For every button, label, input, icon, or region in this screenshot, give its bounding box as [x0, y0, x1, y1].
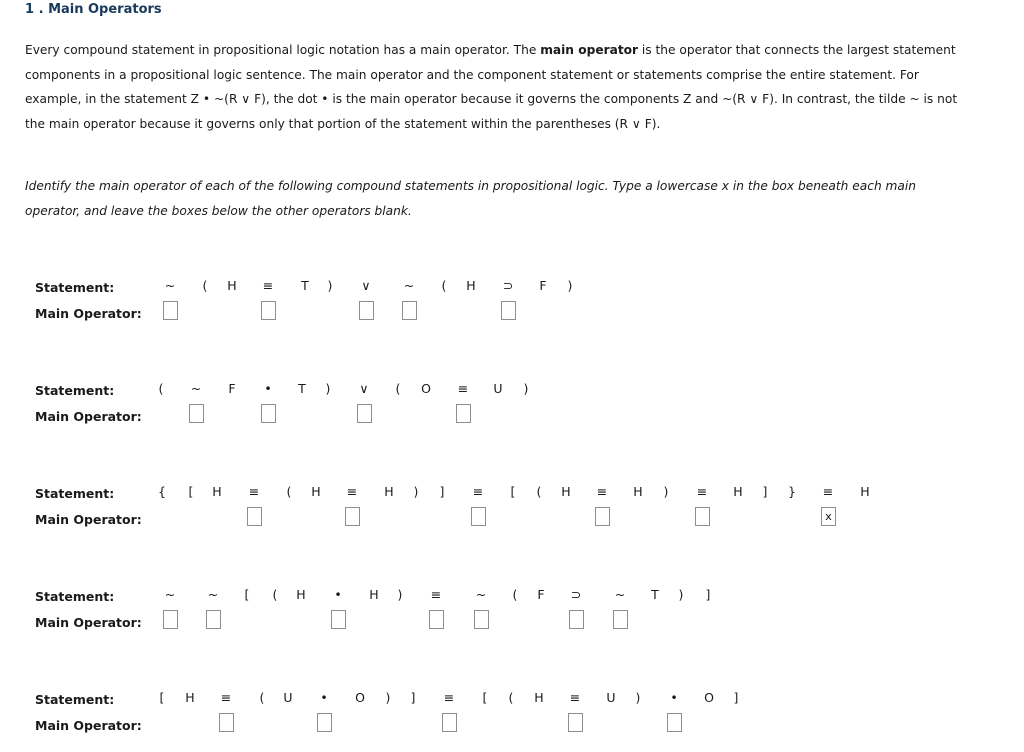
statement-symbol: ≡	[248, 484, 260, 499]
statement-symbol: H	[227, 278, 237, 293]
main-operator-box[interactable]	[261, 301, 276, 320]
statement-symbol: ≡	[569, 690, 581, 705]
statement-symbol: ∨	[359, 381, 369, 396]
main-operator-box[interactable]	[501, 301, 516, 320]
statement-symbol: ≡	[262, 278, 274, 293]
main-operator-box[interactable]	[613, 610, 628, 629]
statement-symbol: ~	[164, 278, 176, 293]
statement-symbol: ~	[475, 587, 487, 602]
statement-symbol: F	[539, 278, 547, 293]
statement-symbol: H	[534, 690, 544, 705]
statement-symbol: [	[244, 587, 250, 602]
statement-label: Statement:	[35, 280, 115, 295]
statement-symbol: ]	[733, 690, 739, 705]
statement-symbol: )	[327, 278, 333, 293]
main-operator-label: Main Operator:	[35, 512, 142, 527]
main-operator-box[interactable]	[163, 301, 178, 320]
statement-symbol: {	[158, 484, 166, 499]
statement-symbol: ≡	[596, 484, 608, 499]
statement-symbol: (	[395, 381, 401, 396]
statement-symbol: ~	[207, 587, 219, 602]
main-operator-box[interactable]	[442, 713, 457, 732]
main-operator-box[interactable]	[471, 507, 486, 526]
statement-symbol: T	[301, 278, 309, 293]
statement-symbol: ~	[614, 587, 626, 602]
main-operator-box[interactable]	[345, 507, 360, 526]
statement-symbol: [	[159, 690, 165, 705]
statement-symbol: ]	[762, 484, 768, 499]
main-operator-box[interactable]	[402, 301, 417, 320]
statement-symbol: F	[228, 381, 236, 396]
main-operator-box[interactable]	[261, 404, 276, 423]
problem-title-text: Main Operators	[48, 2, 162, 17]
main-operator-box[interactable]	[247, 507, 262, 526]
main-operator-box[interactable]	[359, 301, 374, 320]
main-operator-box[interactable]	[456, 404, 471, 423]
statement-symbol: )	[663, 484, 669, 499]
main-operator-box[interactable]	[429, 610, 444, 629]
statement-symbol: ~	[190, 381, 202, 396]
main-operator-box[interactable]	[821, 507, 836, 526]
statement-symbol: H	[733, 484, 743, 499]
statement-label: Statement:	[35, 589, 115, 604]
statement-symbol: ⊃	[502, 278, 514, 293]
statement-symbol: H	[466, 278, 476, 293]
main-operator-label: Main Operator:	[35, 409, 142, 424]
statement-label: Statement:	[35, 383, 115, 398]
statement-symbol: )	[635, 690, 641, 705]
main-operator-box[interactable]	[219, 713, 234, 732]
statement-symbol: [	[188, 484, 194, 499]
statement-symbol: (	[536, 484, 542, 499]
main-operator-label: Main Operator:	[35, 718, 142, 733]
main-operator-box[interactable]	[189, 404, 204, 423]
main-operator-label: Main Operator:	[35, 615, 142, 630]
statement-symbol: ≡	[220, 690, 232, 705]
statement-symbol: ≡	[443, 690, 455, 705]
main-operator-box[interactable]	[667, 713, 682, 732]
statement-symbol: (	[441, 278, 447, 293]
statement-symbol: (	[272, 587, 278, 602]
statement-symbol: H	[561, 484, 571, 499]
statement-symbol: O	[704, 690, 714, 705]
statement-symbol: ≡	[822, 484, 834, 499]
statement-symbol: ~	[403, 278, 415, 293]
statement-symbol: U	[493, 381, 503, 396]
instructions: Identify the main operator of each of the following compound statements in propositional logic. Type a lowercase x in the box beneath each main operator, and leave the boxes below the other operators blank.	[25, 179, 916, 218]
statement-symbol: (	[508, 690, 514, 705]
statement-symbol: T	[651, 587, 659, 602]
statement-symbol: H	[633, 484, 643, 499]
statement-symbol: [	[510, 484, 516, 499]
statement-symbol: ]	[439, 484, 445, 499]
main-operator-box[interactable]	[595, 507, 610, 526]
statement-symbol: )	[523, 381, 529, 396]
statement-symbol: O	[421, 381, 431, 396]
main-operator-box[interactable]	[474, 610, 489, 629]
main-operator-box[interactable]	[331, 610, 346, 629]
statement-symbol: ~	[164, 587, 176, 602]
statement-label: Statement:	[35, 692, 115, 707]
main-operator-box[interactable]	[317, 713, 332, 732]
statement-symbol: (	[259, 690, 265, 705]
main-operator-label: Main Operator:	[35, 306, 142, 321]
problem-separator: .	[38, 2, 44, 17]
statement-symbol: H	[212, 484, 222, 499]
statement-symbol: (	[202, 278, 208, 293]
statement-symbol: H	[860, 484, 870, 499]
statement-symbol: H	[384, 484, 394, 499]
statement-symbol: )	[567, 278, 573, 293]
statement-symbol: ≡	[457, 381, 469, 396]
statement-label: Statement:	[35, 486, 115, 501]
problem-number: 1	[25, 2, 35, 17]
main-operator-box[interactable]	[357, 404, 372, 423]
statement-symbol: [	[482, 690, 488, 705]
main-operator-box[interactable]	[569, 610, 584, 629]
statement-symbol: )	[325, 381, 331, 396]
statement-symbol: ⊃	[570, 587, 582, 602]
main-operator-box[interactable]	[568, 713, 583, 732]
main-operator-box[interactable]	[695, 507, 710, 526]
statement-symbol: T	[298, 381, 306, 396]
statement-symbol: •	[320, 690, 328, 705]
intro-bold-term: main operator	[540, 43, 639, 57]
statement-symbol: ≡	[696, 484, 708, 499]
statement-symbol: ]	[705, 587, 711, 602]
problem-title	[25, 2, 162, 17]
statement-symbol: (	[158, 381, 164, 396]
statement-symbol: U	[283, 690, 293, 705]
statement-symbol: ≡	[472, 484, 484, 499]
statement-symbol: ∨	[361, 278, 371, 293]
statement-symbol: ≡	[430, 587, 442, 602]
statement-symbol: (	[286, 484, 292, 499]
statement-symbol: }	[788, 484, 796, 499]
statement-symbol: (	[512, 587, 518, 602]
statement-symbol: ≡	[346, 484, 358, 499]
statement-symbol: )	[678, 587, 684, 602]
main-operator-box[interactable]	[163, 610, 178, 629]
statement-symbol: H	[311, 484, 321, 499]
statement-symbol: F	[537, 587, 545, 602]
statement-symbol: )	[385, 690, 391, 705]
statement-symbol: )	[397, 587, 403, 602]
statement-symbol: U	[606, 690, 616, 705]
statement-symbol: H	[185, 690, 195, 705]
statement-symbol: H	[369, 587, 379, 602]
statement-symbol: H	[296, 587, 306, 602]
statement-symbol: ]	[410, 690, 416, 705]
main-operator-box[interactable]	[206, 610, 221, 629]
statement-symbol: •	[670, 690, 678, 705]
statement-symbol: )	[413, 484, 419, 499]
statement-symbol: •	[334, 587, 342, 602]
statement-symbol: O	[355, 690, 365, 705]
intro-paragraph: Every compound statement in propositional logic notation has a main operator. The main operator is the operator that connects the largest statement components in a propositional logic sentence. The main operator and the component statement or statements comprise the entire statement. For example, in the statement Z • ~(R ∨ F), the dot • is the main operator because it governs the components Z and ~(R ∨ F). In contrast, the tilde ~ is not the main operator because it governs only that portion of the statement within the parentheses (R ∨ F).	[25, 43, 958, 131]
statement-symbol: •	[264, 381, 272, 396]
